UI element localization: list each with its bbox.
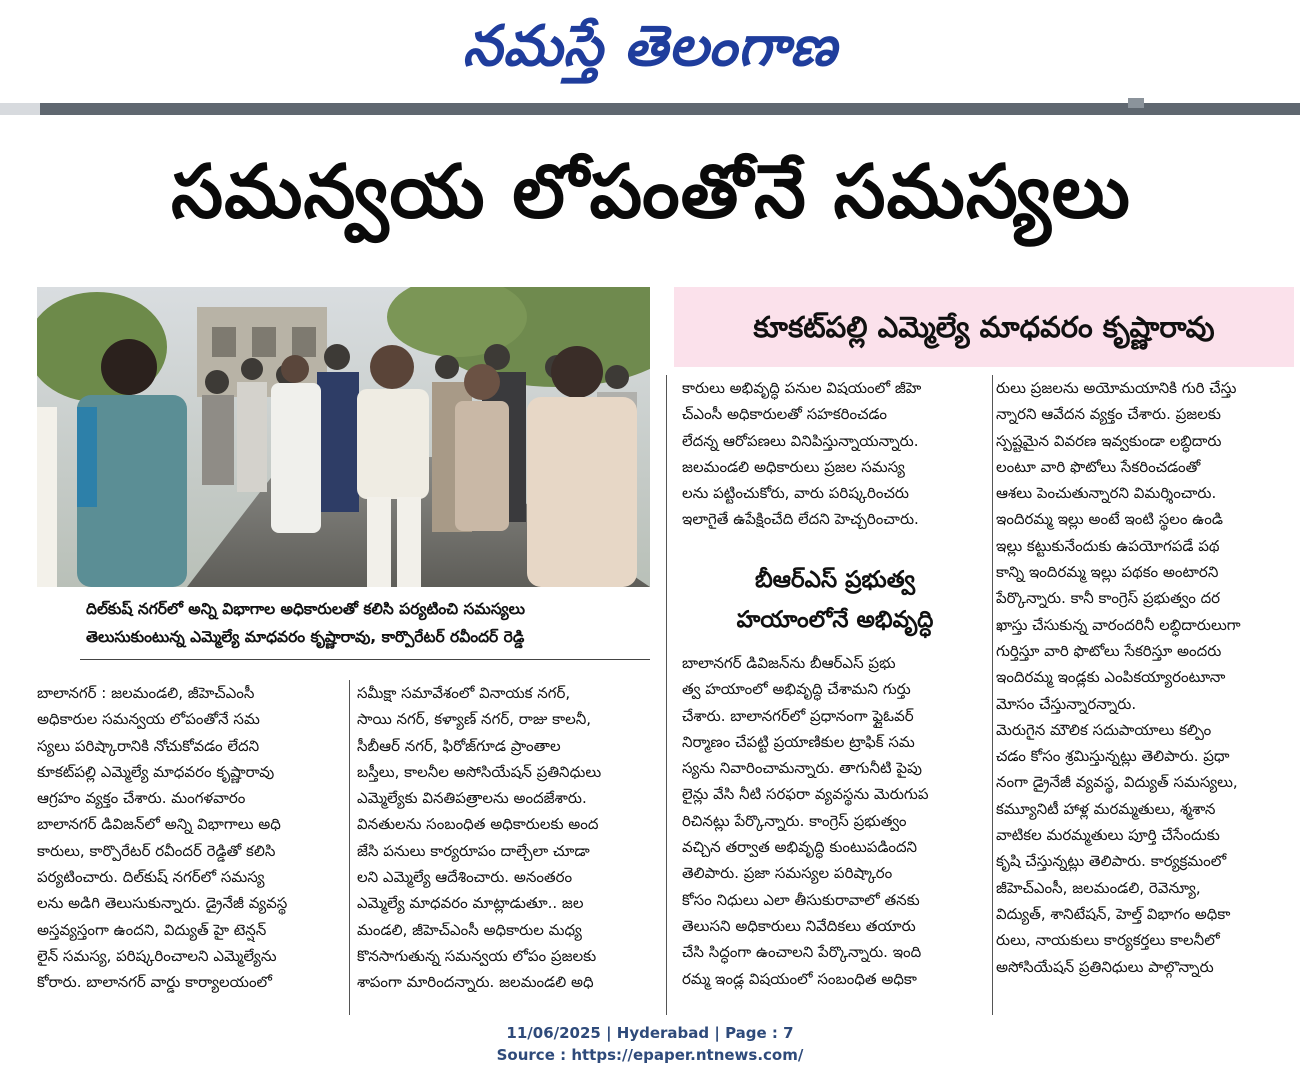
text-line: కోసం నిధులు ఎలా తీసుకురావాలో తనకు xyxy=(682,890,920,909)
text-line: వచ్చిన తర్వాత అభివృద్ధి కుంటుపడిందని xyxy=(682,838,918,857)
text-line: వాటికల మరమ్మతులు పూర్తి చేసేందుకు xyxy=(996,826,1220,845)
text-line: కాన్ని ఇందిరమ్మ ఇల్లు పథకం అంటారని xyxy=(996,563,1219,582)
caption-line: దిల్‌కుష్ నగర్‌లో అన్ని విభాగాల అధికారులతో కలిసి పర్యటించి సమస్యలు xyxy=(86,600,525,618)
caption-line: తెలుసుకుంటున్న ఎమ్మెల్యే మాధవరం కృష్ణారావు, కార్పొరేటర్ రవీందర్ రెడ్డి xyxy=(86,628,525,646)
masthead xyxy=(0,0,1300,100)
text-line: స్యలు పరిష్కారానికి నోచుకోవడం లేదని xyxy=(37,736,260,755)
text-line: కారులు, కార్పొరేటర్ రవీందర్ రెడ్డితో కలిసి xyxy=(37,841,276,860)
text-line: నంగా డ్రైనేజీ వ్యవస్థ, విద్యుత్ సమస్యలు, xyxy=(996,773,1238,792)
news-photo xyxy=(37,287,650,587)
text-line: ఇందిరమ్మ ఇల్లు అంటే ఇంటి స్థలం ఉండి xyxy=(996,510,1223,529)
text-line: పర్యటించారు. దిల్‌కుష్ నగర్‌లో సమస్య xyxy=(37,868,265,887)
header-band-left xyxy=(0,103,40,115)
text-line: రులు ప్రజలను అయోమయానికి గురి చేస్తు xyxy=(996,379,1237,397)
article-column-1 xyxy=(37,680,342,996)
text-line: అసోసియేషన్ ప్రతినిధులు పాల్గొన్నారు xyxy=(996,957,1214,976)
text-line: స్యను నివారించామన్నారు. తాగునీటి పైపు xyxy=(682,759,922,778)
text-line: ఎమ్మెల్యే మాధవరం మాట్లాడుతూ.. జల xyxy=(357,894,584,913)
text-line: న్నారని ఆవేదన వ్యక్తం చేశారు. ప్రజలకు xyxy=(996,405,1221,424)
text-line: స్పష్టమైన వివరణ ఇవ్వకుండా లబ్ధిదారు xyxy=(996,431,1222,450)
text-line: లంటూ వారి ఫొటోలు సేకరించడంతో xyxy=(996,457,1201,476)
text-line: లను అడిగి తెలుసుకున్నారు. డ్రైనేజీ వ్యవస్థ xyxy=(37,894,288,913)
header-band-mark xyxy=(1128,98,1144,108)
text-line: సీబీఆర్ నగర్, ఫిరోజ్‌గూడ ప్రాంతాల xyxy=(357,736,561,755)
footer-source: Source : https://epaper.ntnews.com/ xyxy=(496,1046,804,1064)
article-column-2 xyxy=(357,680,657,996)
text-line: ఇలాగైతే ఉపేక్షించేది లేదని హెచ్చరించారు. xyxy=(682,510,919,529)
text-line: మండలి, జీహెచ్ఎంసీ అధికారుల మధ్య xyxy=(357,920,582,939)
text-line: కృషి చేస్తున్నట్లు తెలిపారు. కార్యక్రమంలో xyxy=(996,852,1227,871)
article-column-4 xyxy=(996,375,1296,980)
text-line: జేసి పనులు కార్యరూపం దాల్చేలా చూడా xyxy=(357,841,590,860)
text-line: లను పట్టించుకోరు, వారు పరిష్కరించరు xyxy=(682,484,909,503)
text-line: పేర్కొన్నారు. కానీ కాంగ్రెస్ ప్రభుత్వం దర xyxy=(996,589,1221,608)
text-line: బాలానగర్ : జలమండలి, జీహెచ్ఎంసీ xyxy=(37,684,255,702)
text-line: చేశారు. బాలానగర్‌లో ప్రధానంగా ఫ్లైఓవర్ xyxy=(682,706,914,725)
text-line: రమ్మ ఇండ్ల విషయంలో సంబంధిత అధికా xyxy=(682,969,917,988)
crosshead-line: హయాంలోనే అభివృద్ధి xyxy=(736,607,934,633)
article-column-3-continued xyxy=(682,650,988,992)
text-line: కారులు అభివృద్ధి పనుల విషయంలో జీహె xyxy=(682,379,922,397)
text-line: బాలానగర్ డివిజన్‌ను బీఆర్ఎస్ ప్రభు xyxy=(682,654,896,672)
column-divider xyxy=(666,375,667,1015)
column-divider xyxy=(349,680,350,1015)
caption-divider xyxy=(80,659,650,660)
footer xyxy=(0,1022,1300,1066)
text-line: బాలానగర్ డివిజన్‌లో అన్ని విభాగాలు అధి xyxy=(37,815,281,834)
masthead-logo: నమస్తే తెలంగాణ xyxy=(462,13,838,79)
text-line: కోరారు. బాలానగర్ వార్డు కార్యాలయంలో xyxy=(37,973,272,992)
text-line: తెలుసని అధికారులు నివేదికలు తయారు xyxy=(682,916,916,935)
text-line: ఆగ్రహం వ్యక్తం చేశారు. మంగళవారం xyxy=(37,789,246,808)
text-line: అస్తవ్యస్తంగా ఉందని, విద్యుత్ హై టెన్షన్ xyxy=(37,920,267,939)
column-divider xyxy=(992,375,993,1015)
text-line: కొనసాగుతున్న సమన్వయ లోపం ప్రజలకు xyxy=(357,946,597,965)
text-line: శాపంగా మారిందన్నారు. జలమండలి అధి xyxy=(357,973,594,992)
text-line: కమ్యూనిటీ హాళ్ల మరమ్మతులు, శ్మశాన xyxy=(996,799,1216,818)
text-line: ఎమ్మెల్యేకు వినతిపత్రాలను అందజేశారు. xyxy=(357,789,587,808)
text-line: విద్యుత్, శానిటేషన్, హెల్త్ విభాగం అధికా xyxy=(996,904,1231,923)
text-line: ఇల్లు కట్టుకునేందుకు ఉపయోగపడే పథ xyxy=(996,536,1220,555)
headline: సమన్వయ లోపంతోనే సమస్యలు xyxy=(171,149,1131,235)
text-line: త్వ హయాంలో అభివృద్ధి చేశామని గుర్తు xyxy=(682,680,911,699)
text-line: రిచినట్లు పేర్కొన్నారు. కాంగ్రెస్ ప్రభుత్వం xyxy=(682,811,907,830)
text-line: బస్తీలు, కాలనీల అసోసియేషన్ ప్రతినిధులు xyxy=(357,762,602,781)
text-line: తెలిపారు. ప్రజా సమస్యల పరిష్కారం xyxy=(682,864,893,883)
text-line: జలమండలి అధికారులు ప్రజల సమస్య xyxy=(682,457,905,476)
crosshead-line: బీఆర్ఎస్ ప్రభుత్వ xyxy=(754,567,916,593)
article-column-3 xyxy=(682,375,988,533)
text-line: కూకట్‌పల్లి ఎమ్మెల్యే మాధవరం కృష్ణారావు xyxy=(37,762,275,781)
subhead: కూకట్‌పల్లి ఎమ్మెల్యే మాధవరం కృష్ణారావు xyxy=(753,310,1215,344)
text-line: మెరుగైన మౌలిక సదుపాయాలు కల్పిం xyxy=(996,720,1212,739)
photo-caption xyxy=(86,595,626,651)
text-line: సాయి నగర్, కళ్యాణ్ నగర్, రాజు కాలనీ, xyxy=(357,710,592,729)
crosshead xyxy=(676,560,994,640)
text-line: జీహెచ్ఎంసీ, జలమండలి, రెవెన్యూ, xyxy=(996,878,1201,897)
text-line: గుర్తిస్తూ వారి ఫొటోలు సేకరిస్తూ అందరు xyxy=(996,641,1222,660)
text-line: అధికారుల సమన్వయ లోపంతోనే సమ xyxy=(37,710,260,729)
text-line: ఆశలు పెంచుతున్నారని విమర్శించారు. xyxy=(996,484,1217,503)
text-line: నిర్మాణం చేపట్టి ప్రయాణికుల ట్రాఫిక్ సమ xyxy=(682,732,915,751)
text-line: ఖాస్తు చేసుకున్న వారందరినీ లబ్ధిదారులుగా xyxy=(996,615,1241,634)
text-line: లైన్లు వేసి నీటి సరఫరా వ్యవస్థను మెరుగుప xyxy=(682,785,929,804)
text-line: చ్ఎంసీ అధికారులతో సహకరించడం xyxy=(682,405,888,424)
text-line: లేదన్న ఆరోపణలు వినిపిస్తున్నాయన్నారు. xyxy=(682,431,919,450)
header-band xyxy=(40,103,1300,115)
footer-dateline: 11/06/2025 | Hyderabad | Page : 7 xyxy=(506,1024,794,1042)
text-line: వినతులను సంబంధిత అధికారులకు అంద xyxy=(357,815,599,834)
text-line: లని ఎమ్మెల్యే ఆదేశించారు. అనంతరం xyxy=(357,868,573,887)
text-line: మోసం చేస్తున్నారన్నారు. xyxy=(996,694,1137,713)
text-line: రులు, నాయకులు కార్యకర్తలు కాలనీలో xyxy=(996,931,1220,950)
text-line: చేసి సిద్ధంగా ఉంచాలని పేర్కొన్నారు. ఇంది xyxy=(682,943,922,962)
text-line: లైన్ సమస్య, పరిష్కరించాలని ఎమ్మెల్యేను xyxy=(37,946,277,965)
text-line: ఇందిరమ్మ ఇండ్లకు ఎంపికయ్యారంటూనా xyxy=(996,668,1226,687)
text-line: చడం కోసం శ్రమిస్తున్నట్లు తెలిపారు. ప్రధా xyxy=(996,747,1230,766)
text-line: సమీక్షా సమావేశంలో వినాయక నగర్, xyxy=(357,684,571,702)
